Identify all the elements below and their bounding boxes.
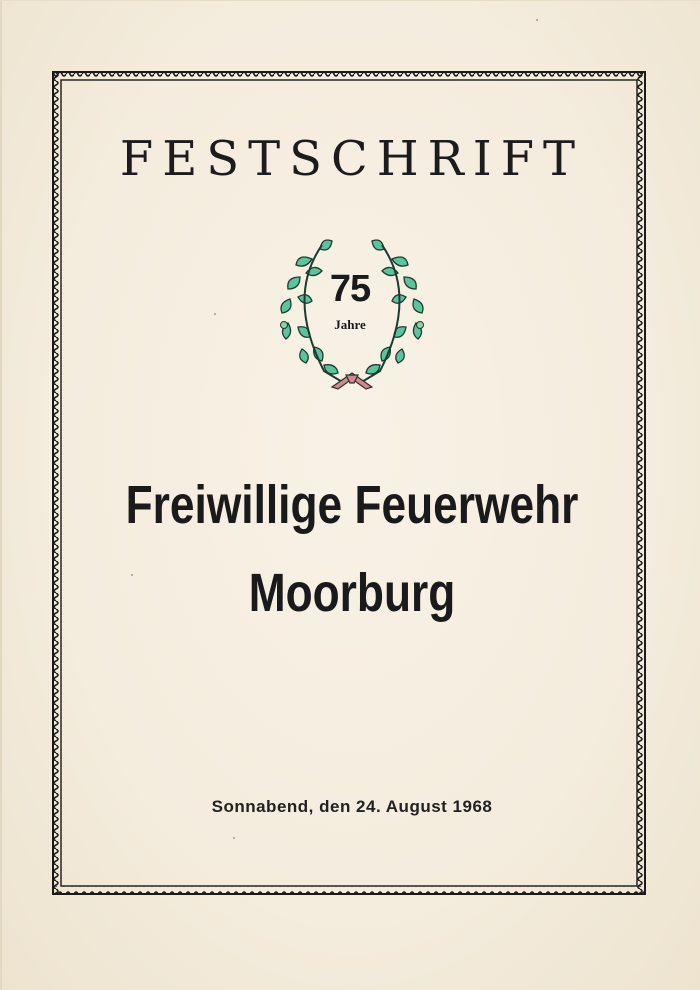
paper-speck	[214, 313, 216, 315]
paper-speck	[536, 19, 538, 21]
organization-name-line-1: Freiwillige Feuerwehr	[125, 475, 579, 535]
anniversary-label: Jahre	[334, 317, 366, 332]
event-date: Sonnabend, den 24. August 1968	[211, 797, 493, 816]
organization-name-line-2: Moorburg	[248, 563, 456, 623]
anniversary-number: 75	[329, 268, 371, 310]
paper-speck	[233, 837, 235, 839]
paper-speck	[131, 574, 133, 576]
document-title: FESTSCHRIFT	[119, 131, 585, 187]
